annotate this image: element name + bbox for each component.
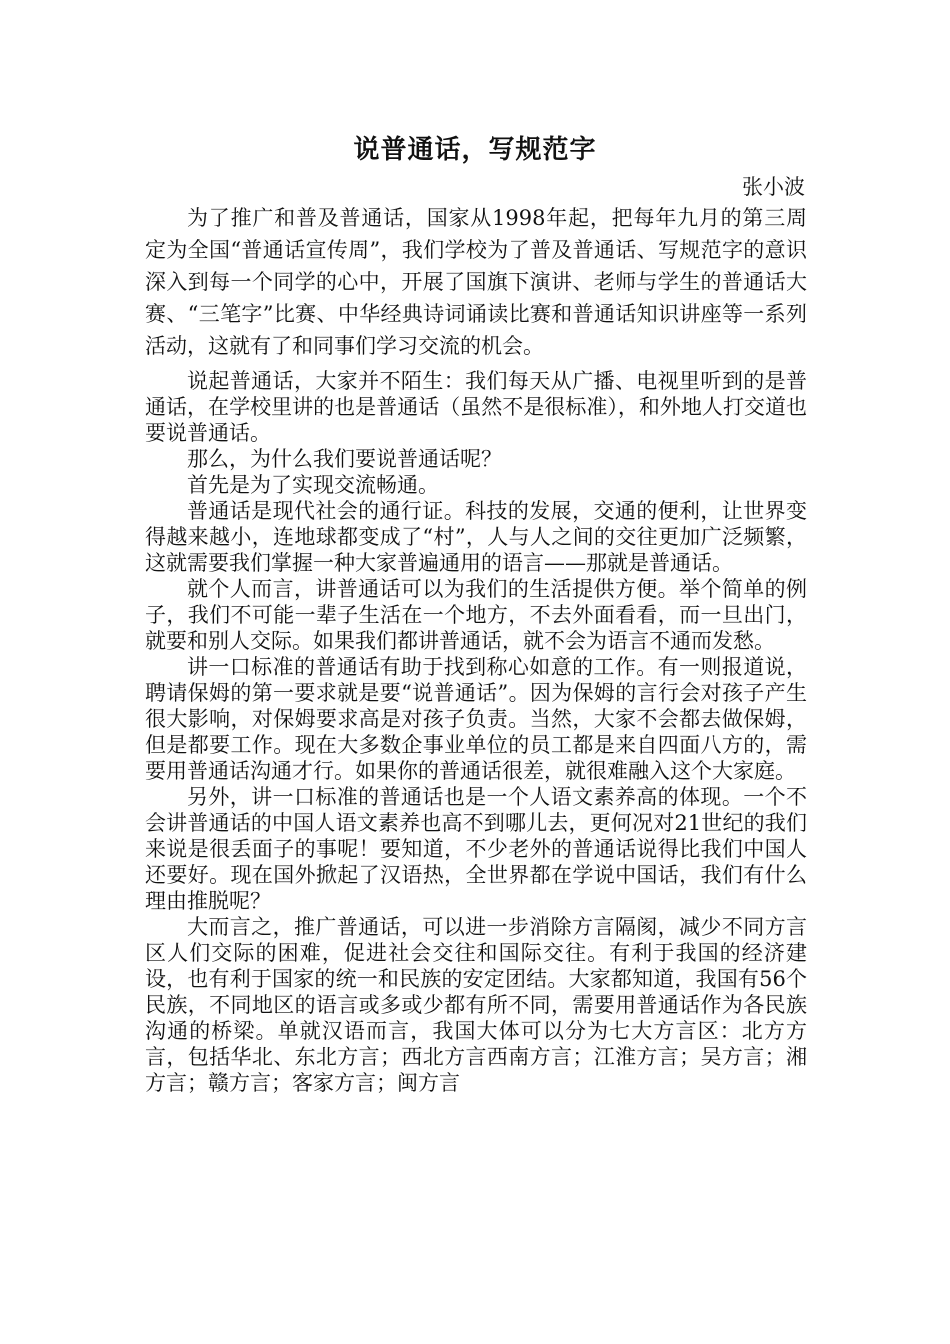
- document-title: 说普通话，写规范字: [353, 135, 597, 165]
- paragraph-4: 首先是为了实现交流畅通。: [187, 473, 439, 497]
- paragraph-3: 那么，为什么我们要说普通话呢？: [187, 447, 502, 471]
- paragraph-8: 另外，讲一口标准的普通话也是一个人语文素养高的体现。一个不会讲普通话的中国人语文素养也高不到哪儿去，更何况对21世纪的我们来说是很丢面子的事呢！要知道，不少老外的普通话说得比我们中国人还要好。现在国外掀起了汉语热，全世界都在学说中国话，我们有什么理由推脱呢？: [145, 785, 807, 913]
- paragraph-2: 说起普通话，大家并不陌生：我们每天从广播、电视里听到的是普通话，在学校里讲的也是普通话（虽然不是很标准），和外地人打交道也要说普通话。: [145, 369, 807, 445]
- paragraph-7: 讲一口标准的普通话有助于找到称心如意的工作。有一则报道说，聘请保姆的第一要求就是要“说普通话”。因为保姆的言行会对孩子产生很大影响，对保姆要求高是对孩子负责。当然，大家不会都去做保姆，但是都要工作。现在大多数企事业单位的员工都是来自四面八方的，需要用普通话沟通才行。如果你的普通话很差，就很难融入这个大家庭。: [145, 655, 807, 783]
- paragraph-1: 为了推广和普及普通话，国家从1998年起，把每年九月的第三周定为全国“普通话宣传周”，我们学校为了普及普通话、写规范字的意识深入到每一个同学的心中，开展了国旗下演讲、老师与学生的普通话大赛、“三笔字”比赛、中华经典诗词诵读比赛和普通话知识讲座等一系列活动，这就有了和同事们学习交流的机会。: [145, 206, 807, 358]
- document-body: [145, 202, 807, 1096]
- paragraph-6: 就个人而言，讲普通话可以为我们的生活提供方便。举个简单的例子，我们不可能一辈子生活在一个地方，不去外面看看，而一旦出门，就要和别人交际。如果我们都讲普通话，就不会为语言不通而发愁。: [145, 577, 807, 653]
- paragraph-9: 大而言之，推广普通话，可以进一步消除方言隔阂，减少不同方言区人们交际的困难，促进社会交往和国际交往。有利于我国的经济建设，也有利于国家的统一和民族的安定团结。大家都知道，我国有56个民族，不同地区的语言或多或少都有所不同，需要用普通话作为各民族沟通的桥梁。单就汉语而言，我国大体可以分为七大方言区：北方方言，包括华北、东北方言；西北方言西南方言；江淮方言；吴方言；湘方言；赣方言；客家方言；闽方言: [145, 915, 807, 1095]
- paragraph-5: 普通话是现代社会的通行证。科技的发展，交通的便利，让世界变得越来越小，连地球都变成了“村”，人与人之间的交往更加广泛频繁，这就需要我们掌握一种大家普遍通用的语言——那就是普通话。: [145, 499, 807, 575]
- author-name: 张小波: [742, 175, 805, 199]
